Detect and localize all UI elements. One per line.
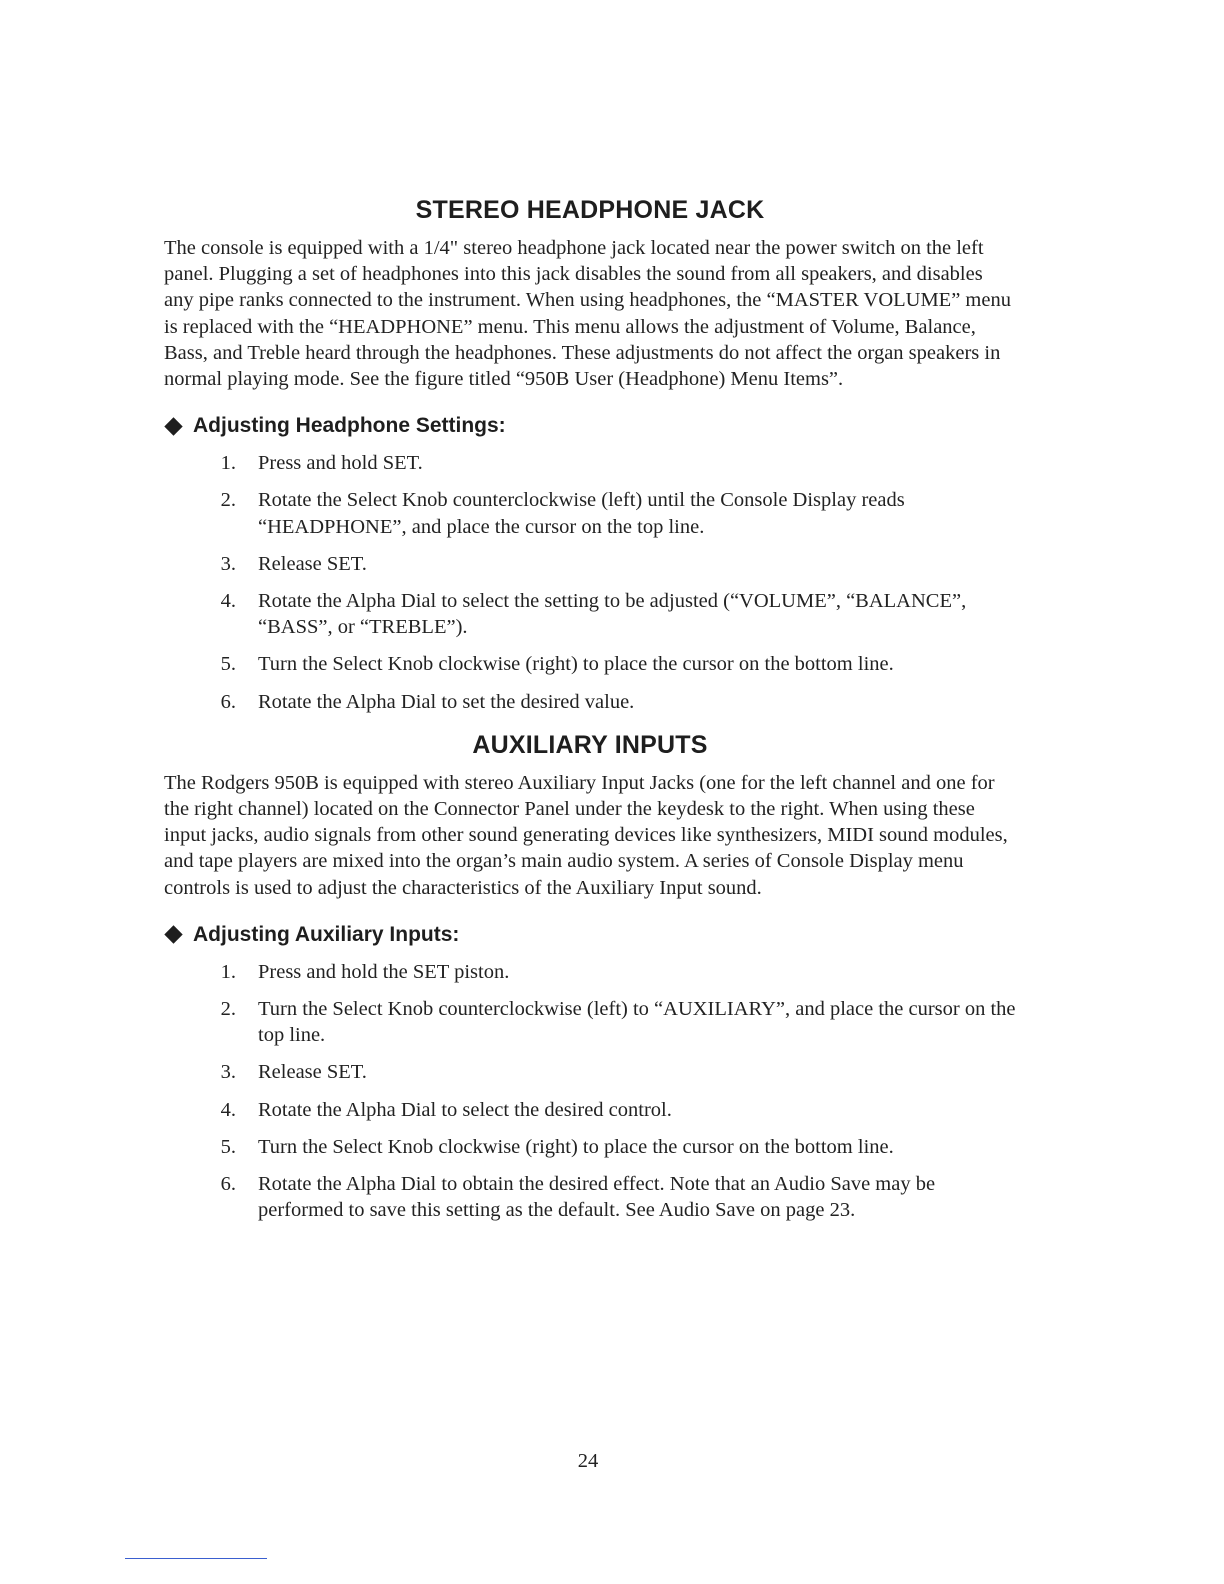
step-text: Rotate the Alpha Dial to set the desired value. [258, 690, 635, 713]
list-item [164, 1059, 1016, 1085]
section-title-auxiliary: AUXILIARY INPUTS [472, 730, 708, 759]
list-item [164, 689, 1016, 715]
headphone-settings-heading-text: Adjusting Headphone Settings: [193, 414, 506, 438]
step-number: 4. [220, 1098, 236, 1121]
list-item [164, 1171, 1016, 1223]
step-number: 2. [220, 489, 236, 512]
diamond-bullet-icon [164, 926, 182, 944]
step-number: 6. [220, 1173, 236, 1196]
step-text: Rotate the Alpha Dial to select the setting to be adjusted (“VOLUME”, “BALANCE”, “BASS”, or “TREBLE”). [258, 590, 967, 639]
list-item [164, 1134, 1016, 1160]
list-item [164, 959, 1016, 985]
step-text: Rotate the Select Knob counterclockwise (left) until the Console Display reads “HEADPHONE”, and place the cursor on the top line. [258, 489, 905, 538]
list-item [164, 551, 1016, 577]
step-number: 3. [220, 552, 236, 575]
step-number: 1. [220, 960, 236, 983]
list-item [164, 1097, 1016, 1123]
page-number: 24 [577, 1450, 599, 1472]
auxiliary-inputs-heading-text: Adjusting Auxiliary Inputs: [193, 922, 460, 946]
step-number: 1. [220, 452, 236, 475]
step-number: 2. [220, 998, 236, 1021]
headphone-settings-heading [164, 414, 1016, 438]
diamond-bullet-icon [164, 417, 182, 435]
step-text: Release SET. [258, 1061, 367, 1084]
step-text: Press and hold the SET piston. [258, 960, 510, 983]
auxiliary-inputs-heading [164, 923, 1016, 947]
section-title-headphone: STEREO HEADPHONE JACK [415, 196, 765, 224]
page-content [164, 196, 1016, 1223]
footnote-rule [125, 1558, 267, 1559]
auxiliary-steps-list [164, 959, 1016, 1224]
list-item [164, 588, 1016, 640]
list-item [164, 487, 1016, 539]
step-number: 6. [220, 690, 236, 713]
list-item [164, 996, 1016, 1048]
step-number: 5. [220, 1135, 236, 1158]
step-text: Rotate the Alpha Dial to obtain the desired effect. Note that an Audio Save may be performed to save this setting as the default. See Audio Save on page 23. [258, 1173, 936, 1222]
list-item [164, 450, 1016, 476]
step-text: Press and hold SET. [258, 452, 423, 475]
step-text: Turn the Select Knob clockwise (right) to place the cursor on the bottom line. [258, 1135, 894, 1158]
step-text: Turn the Select Knob clockwise (right) to place the cursor on the bottom line. [258, 653, 894, 676]
step-text: Release SET. [258, 552, 367, 575]
step-number: 5. [220, 653, 236, 676]
step-text: Rotate the Alpha Dial to select the desired control. [258, 1098, 672, 1121]
headphone-paragraph: The console is equipped with a 1/4" stereo headphone jack located near the power switch on the left panel. Plugging a set of headphones into this jack disables the sound from all speakers, and disables any pipe ranks connected to the instrument. When using headphones, the “MASTER VOLUME” menu is replaced with the “HEADPHONE” menu. This menu allows the adjustment of Volume, Balance, Bass, and Treble heard through the headphones. These adjustments do not affect the organ speakers in normal playing mode. See the figure titled “950B User (Headphone) Menu Items”. [164, 237, 1011, 391]
step-number: 3. [220, 1061, 236, 1084]
list-item [164, 651, 1016, 677]
step-number: 4. [220, 590, 236, 613]
auxiliary-paragraph: The Rodgers 950B is equipped with stereo Auxiliary Input Jacks (one for the left channel and one for the right channel) located on the Connector Panel under the keydesk to the right. When using these input jacks, audio signals from other sound generating devices like synthesizers, MIDI sound modules, and tape players are mixed into the organ’s main audio system. A series of Console Display menu controls is used to adjust the characteristics of the Auxiliary Input sound. [164, 771, 1008, 899]
step-text: Turn the Select Knob counterclockwise (left) to “AUXILIARY”, and place the cursor on the top line. [258, 998, 1016, 1047]
headphone-steps-list [164, 450, 1016, 715]
